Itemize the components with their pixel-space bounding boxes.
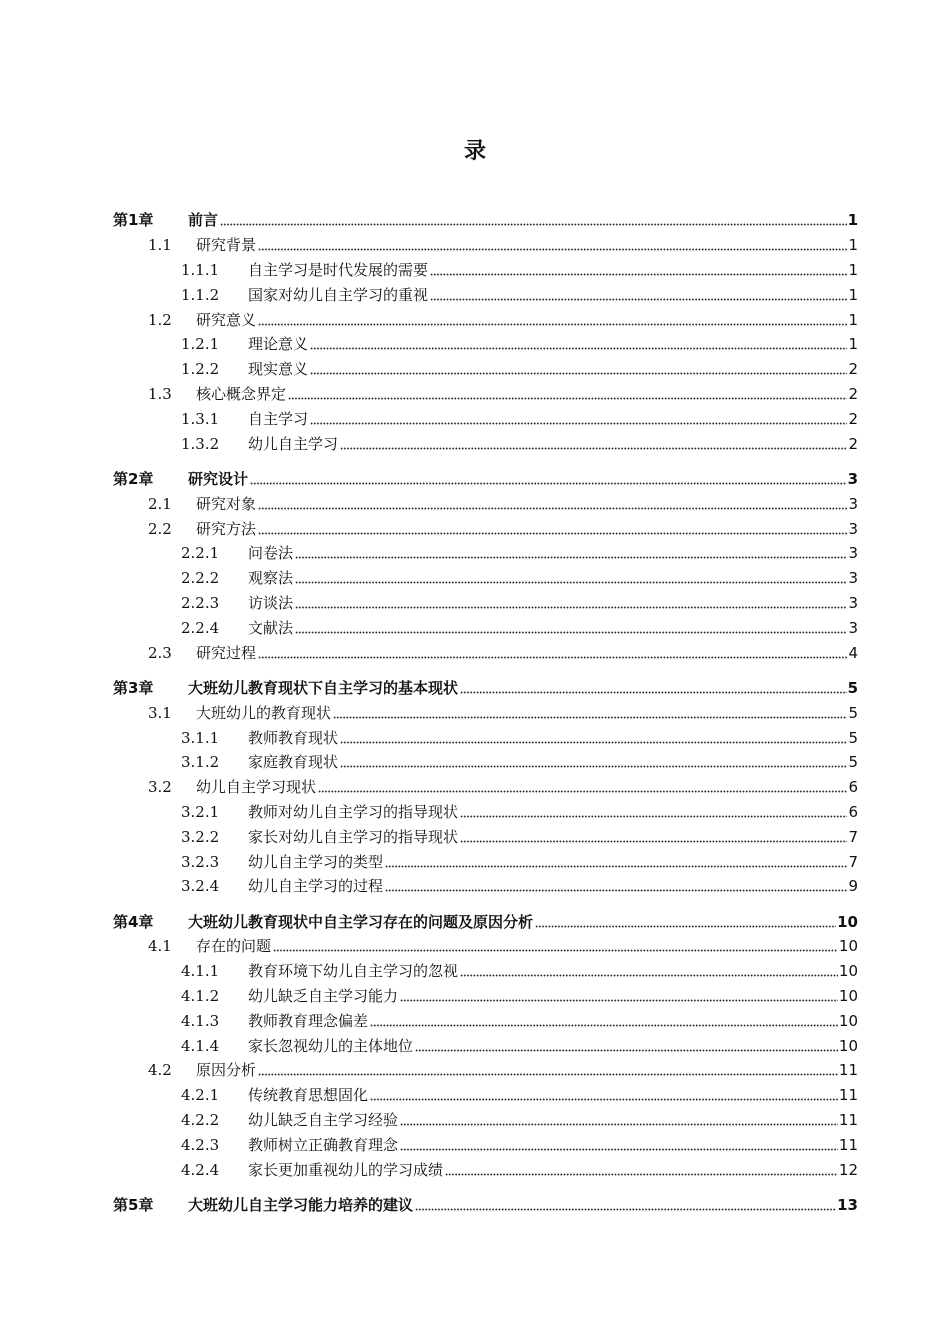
toc-subsection-entry — [0, 1033, 950, 1058]
toc-section-entry — [0, 382, 950, 407]
entry-title: 核心概念界定 — [196, 384, 287, 403]
entry-title: 研究对象 — [196, 494, 257, 513]
entry-title: 家长对幼儿自主学习的指导现状 — [248, 827, 459, 846]
toc-subsection-entry — [0, 357, 950, 382]
toc-chapter-entry — [0, 676, 950, 701]
dot-leader — [295, 570, 847, 586]
entry-title: 研究设计 — [188, 469, 249, 488]
dot-leader — [400, 988, 838, 1004]
entry-title: 家长忽视幼儿的主体地位 — [248, 1036, 414, 1055]
toc-section-entry — [0, 491, 950, 516]
entry-number: 1.2.1 — [181, 335, 220, 354]
entry-number: 4.2.1 — [181, 1086, 220, 1105]
entry-title: 教师树立正确教育理念 — [248, 1135, 399, 1154]
toc-subsection-entry — [0, 874, 950, 899]
dot-leader — [258, 1062, 838, 1078]
entry-title: 幼儿缺乏自主学习经验 — [248, 1111, 399, 1130]
dot-leader — [310, 361, 847, 377]
entry-page-number: 3 — [848, 593, 858, 612]
entry-number: 1.1 — [148, 236, 172, 255]
dot-leader — [460, 829, 847, 845]
entry-number: 1.1.2 — [181, 285, 220, 304]
entry-title: 幼儿自主学习 — [248, 434, 339, 453]
dot-leader — [460, 804, 847, 820]
entry-number: 2.3 — [148, 643, 172, 662]
entry-title: 前言 — [188, 211, 219, 230]
entry-page-number: 11 — [838, 1086, 858, 1105]
entry-number: 4.1.3 — [181, 1011, 220, 1030]
entry-number: 4.2.3 — [181, 1135, 220, 1154]
entry-title: 国家对幼儿自主学习的重视 — [248, 285, 429, 304]
entry-title: 观察法 — [248, 569, 294, 588]
entry-number: 3.2.3 — [181, 852, 220, 871]
toc-subsection-entry — [0, 541, 950, 566]
toc-section-entry — [0, 640, 950, 665]
dot-leader — [400, 1112, 838, 1128]
entry-title: 研究过程 — [196, 643, 257, 662]
dot-leader — [535, 914, 836, 930]
dot-leader — [250, 471, 847, 487]
toc-subsection-entry — [0, 566, 950, 591]
toc-subsection-entry — [0, 591, 950, 616]
entry-number: 3.2.1 — [181, 802, 220, 821]
entry-title: 教师教育现状 — [248, 728, 339, 747]
entry-title: 大班幼儿教育现状下自主学习的基本现状 — [188, 678, 459, 697]
entry-page-number: 11 — [838, 1111, 858, 1130]
entry-page-number: 3 — [848, 544, 858, 563]
entry-page-number: 4 — [848, 643, 858, 662]
entry-number: 1.3.1 — [181, 409, 220, 428]
dot-leader — [460, 680, 847, 696]
toc-subsection-entry — [0, 282, 950, 307]
entry-page-number: 10 — [838, 987, 858, 1006]
dot-leader — [310, 336, 847, 352]
entry-number: 1.2.2 — [181, 360, 220, 379]
entry-title: 现实意义 — [248, 360, 309, 379]
dot-leader — [288, 386, 847, 402]
entry-number: 1.1.1 — [181, 260, 220, 279]
entry-title: 大班幼儿的教育现状 — [196, 703, 332, 722]
dot-leader — [340, 436, 847, 452]
entry-number: 4.2 — [148, 1061, 172, 1080]
page-title: 录 — [463, 139, 486, 164]
dot-leader — [385, 878, 847, 894]
entry-number: 4.2.4 — [181, 1160, 220, 1179]
entry-page-number: 1 — [848, 285, 858, 304]
entry-title: 幼儿自主学习现状 — [196, 778, 317, 797]
dot-leader — [415, 1197, 836, 1213]
toc-subsection-entry — [0, 431, 950, 456]
toc-subsection-entry — [0, 1108, 950, 1133]
dot-leader — [295, 545, 847, 561]
entry-page-number: 5 — [848, 728, 858, 747]
entry-number: 第5章 — [113, 1196, 154, 1215]
entry-number: 3.2.4 — [181, 877, 220, 896]
entry-page-number: 6 — [848, 778, 858, 797]
entry-page-number: 1 — [848, 260, 858, 279]
toc-subsection-entry — [0, 750, 950, 775]
dot-leader — [258, 496, 847, 512]
dot-leader — [310, 411, 847, 427]
dot-leader — [333, 705, 847, 721]
entry-page-number: 13 — [837, 1196, 858, 1215]
entry-number: 4.2.2 — [181, 1111, 220, 1130]
entry-title: 研究方法 — [196, 519, 257, 538]
dot-leader — [430, 262, 847, 278]
entry-page-number: 2 — [848, 409, 858, 428]
entry-title: 教师对幼儿自主学习的指导现状 — [248, 802, 459, 821]
entry-page-number: 10 — [838, 1036, 858, 1055]
entry-page-number: 6 — [848, 802, 858, 821]
toc-subsection-entry — [0, 984, 950, 1009]
entry-number: 第1章 — [113, 211, 154, 230]
toc-subsection-entry — [0, 1008, 950, 1033]
entry-number: 4.1 — [148, 937, 172, 956]
dot-leader — [318, 779, 847, 795]
entry-page-number: 3 — [847, 469, 858, 488]
entry-page-number: 7 — [848, 852, 858, 871]
entry-title: 传统教育思想固化 — [248, 1086, 369, 1105]
entry-number: 3.2 — [148, 778, 172, 797]
entry-page-number: 1 — [848, 236, 858, 255]
dot-leader — [400, 1137, 838, 1153]
entry-title: 访谈法 — [248, 593, 294, 612]
entry-number: 2.2 — [148, 519, 172, 538]
toc-chapter-entry — [0, 909, 950, 934]
entry-number: 2.2.3 — [181, 593, 220, 612]
dot-leader — [445, 1162, 838, 1178]
entry-number: 2.2.2 — [181, 569, 220, 588]
entry-title: 幼儿自主学习的类型 — [248, 852, 384, 871]
dot-leader — [295, 620, 847, 636]
entry-page-number: 2 — [848, 384, 858, 403]
entry-title: 教育环境下幼儿自主学习的忽视 — [248, 962, 459, 981]
entry-page-number: 10 — [838, 962, 858, 981]
entry-number: 4.1.2 — [181, 987, 220, 1006]
entry-page-number: 2 — [848, 360, 858, 379]
entry-page-number: 1 — [847, 211, 858, 230]
entry-title: 家长更加重视幼儿的学习成绩 — [248, 1160, 444, 1179]
toc-subsection-entry — [0, 332, 950, 357]
entry-page-number: 5 — [847, 678, 858, 697]
entry-page-number: 3 — [848, 569, 858, 588]
toc-subsection-entry — [0, 824, 950, 849]
toc-chapter-entry — [0, 467, 950, 492]
toc-subsection-entry — [0, 406, 950, 431]
table-of-contents — [0, 208, 950, 1217]
toc-section-entry — [0, 233, 950, 258]
toc-section-entry — [0, 307, 950, 332]
toc-subsection-entry — [0, 615, 950, 640]
dot-leader — [415, 1038, 838, 1054]
entry-number: 3.1.2 — [181, 753, 220, 772]
entry-number: 2.2.1 — [181, 544, 220, 563]
entry-page-number: 3 — [848, 519, 858, 538]
dot-leader — [295, 595, 847, 611]
dot-leader — [258, 237, 847, 253]
entry-number: 1.3 — [148, 384, 172, 403]
entry-title: 教师教育理念偏差 — [248, 1011, 369, 1030]
entry-page-number: 2 — [848, 434, 858, 453]
entry-title: 幼儿自主学习的过程 — [248, 877, 384, 896]
toc-section-entry — [0, 1058, 950, 1083]
entry-number: 1.3.2 — [181, 434, 220, 453]
entry-title: 大班幼儿自主学习能力培养的建议 — [188, 1196, 414, 1215]
dot-leader — [340, 730, 847, 746]
entry-page-number: 3 — [848, 618, 858, 637]
entry-page-number: 11 — [838, 1061, 858, 1080]
entry-page-number: 10 — [837, 912, 858, 931]
entry-page-number: 9 — [848, 877, 858, 896]
toc-subsection-entry — [0, 1083, 950, 1108]
toc-subsection-entry — [0, 725, 950, 750]
toc-section-entry — [0, 516, 950, 541]
entry-title: 家庭教育现状 — [248, 753, 339, 772]
entry-number: 3.1 — [148, 703, 172, 722]
toc-section-entry — [0, 700, 950, 725]
entry-page-number: 10 — [838, 937, 858, 956]
entry-page-number: 11 — [838, 1135, 858, 1154]
dot-leader — [460, 963, 838, 979]
dot-leader — [340, 754, 847, 770]
toc-section-entry — [0, 934, 950, 959]
dot-leader — [370, 1087, 838, 1103]
entry-number: 2.2.4 — [181, 618, 220, 637]
entry-number: 4.1.4 — [181, 1036, 220, 1055]
entry-title: 研究意义 — [196, 310, 257, 329]
entry-page-number: 1 — [848, 310, 858, 329]
entry-title: 存在的问题 — [196, 937, 272, 956]
entry-title: 自主学习 — [248, 409, 309, 428]
entry-page-number: 7 — [848, 827, 858, 846]
dot-leader — [370, 1013, 838, 1029]
dot-leader — [258, 645, 847, 661]
toc-subsection-entry — [0, 1157, 950, 1182]
toc-subsection-entry — [0, 849, 950, 874]
entry-title: 问卷法 — [248, 544, 294, 563]
entry-number: 3.1.1 — [181, 728, 220, 747]
entry-number: 4.1.1 — [181, 962, 220, 981]
entry-title: 文献法 — [248, 618, 294, 637]
dot-leader — [385, 854, 847, 870]
entry-page-number: 12 — [838, 1160, 858, 1179]
entry-number: 第2章 — [113, 469, 154, 488]
entry-number: 2.1 — [148, 494, 172, 513]
entry-number: 1.2 — [148, 310, 172, 329]
toc-chapter-entry — [0, 208, 950, 233]
entry-page-number: 10 — [838, 1011, 858, 1030]
dot-leader — [258, 312, 847, 328]
dot-leader — [220, 212, 847, 228]
entry-number: 第4章 — [113, 912, 154, 931]
entry-title: 幼儿缺乏自主学习能力 — [248, 987, 399, 1006]
toc-subsection-entry — [0, 800, 950, 825]
toc-chapter-entry — [0, 1193, 950, 1218]
entry-number: 第3章 — [113, 678, 154, 697]
toc-subsection-entry — [0, 1132, 950, 1157]
toc-subsection-entry — [0, 258, 950, 283]
dot-leader — [258, 521, 847, 537]
entry-title: 自主学习是时代发展的需要 — [248, 260, 429, 279]
entry-page-number: 5 — [848, 753, 858, 772]
dot-leader — [273, 938, 838, 954]
entry-page-number: 3 — [848, 494, 858, 513]
entry-page-number: 5 — [848, 703, 858, 722]
toc-subsection-entry — [0, 959, 950, 984]
entry-page-number: 1 — [848, 335, 858, 354]
entry-title: 大班幼儿教育现状中自主学习存在的问题及原因分析 — [188, 912, 534, 931]
entry-number: 3.2.2 — [181, 827, 220, 846]
entry-title: 研究背景 — [196, 236, 257, 255]
dot-leader — [430, 287, 847, 303]
entry-title: 原因分析 — [196, 1061, 257, 1080]
entry-title: 理论意义 — [248, 335, 309, 354]
toc-section-entry — [0, 775, 950, 800]
